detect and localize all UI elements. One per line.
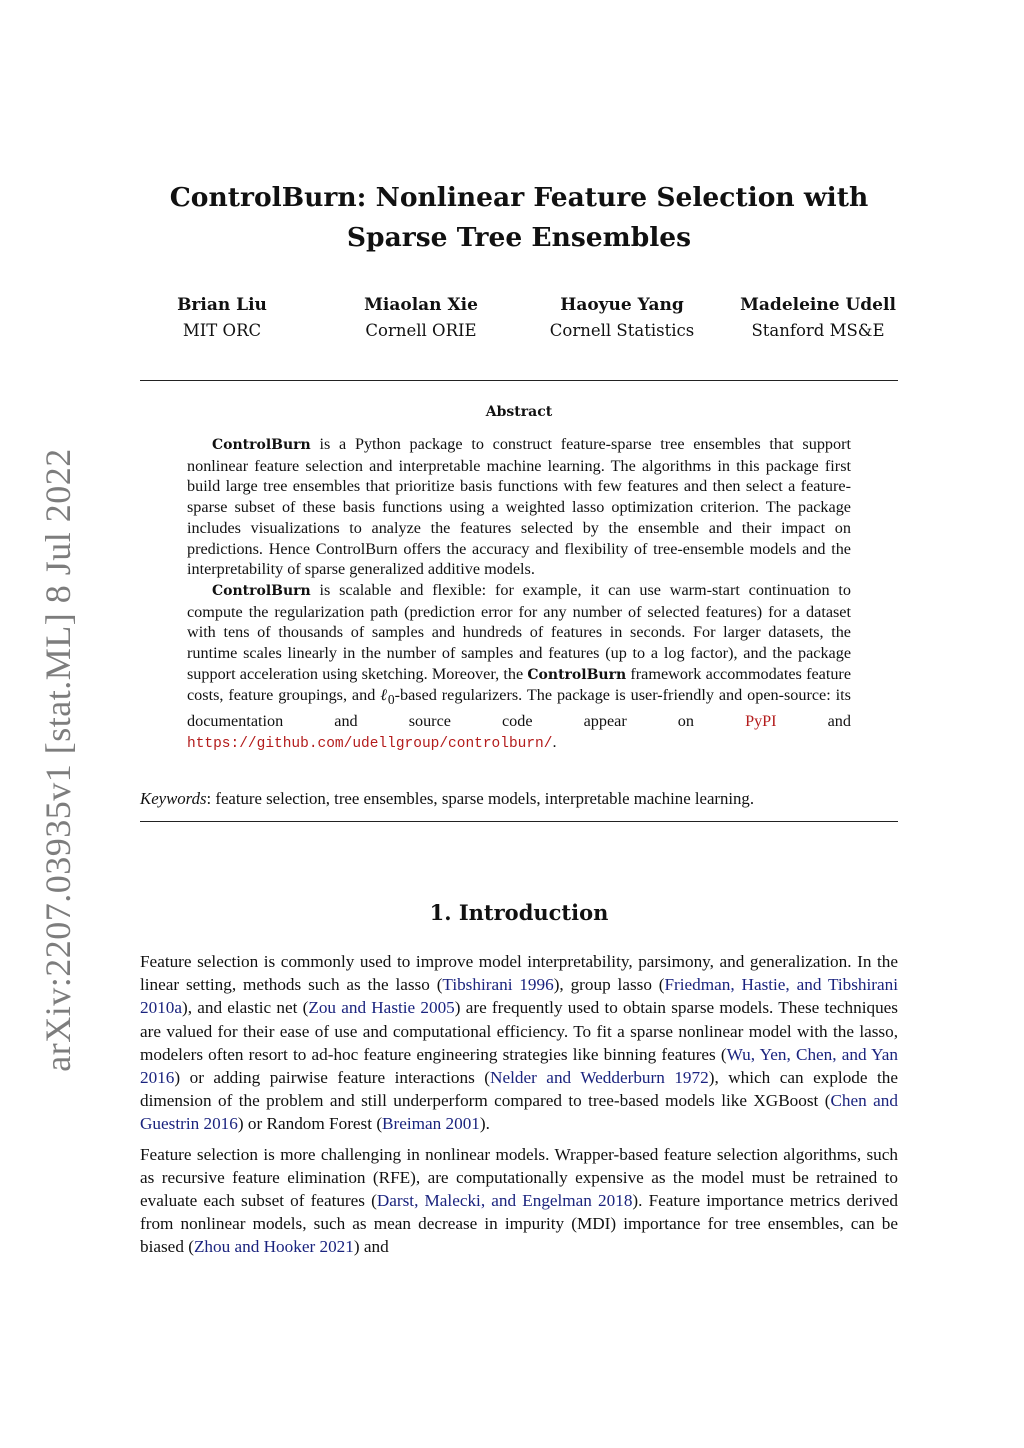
arxiv-identifier: arXiv:2207.03935v1 [stat.ML] 8 Jul 2022 bbox=[38, 448, 78, 1072]
keywords-label: Keywords bbox=[140, 789, 207, 808]
bottom-divider bbox=[140, 821, 898, 822]
citation-link[interactable]: Tibshirani 1996 bbox=[442, 975, 554, 995]
author-block bbox=[142, 293, 302, 343]
author-block bbox=[532, 293, 712, 343]
citation-link[interactable]: Chen and Guestrin 2016 bbox=[140, 1091, 898, 1134]
abstract-heading: Abstract bbox=[485, 404, 553, 420]
keywords-text: : feature selection, tree ensembles, sparse models, interpretable machine learning. bbox=[206, 789, 755, 808]
package-name: ControlBurn bbox=[527, 666, 627, 683]
citation-link[interactable]: Zhou and Hooker 2021 bbox=[193, 1237, 354, 1257]
author-affiliation: Stanford MS&E bbox=[751, 321, 885, 340]
author-name: Madeleine Udell bbox=[740, 295, 896, 315]
package-name: ControlBurn bbox=[212, 437, 311, 453]
abstract-paragraph: ControlBurn is scalable and flexible: for example, it can use warm-start continuation to compute the regularization path (prediction error for any number of selected features) for a dataset with tens of thousands of samples and hundreds of features in seconds. For larger datasets, the runtime scales linearly in the number of samples and features (up to a log factor), and the package support acceleration using sketching. Moreover, the ControlBurn framework accommodates feature costs, feature groupings, and ℓ$_0$-based regularizers. The package is user-friendly and open-source: its documentation and source code appear on PyPI and https://github.com/udellgroup/controlburn/. bbox=[187, 580, 852, 753]
author-list bbox=[140, 293, 898, 349]
citation-link[interactable]: Friedman, Hastie, and Tibshirani 2010a bbox=[140, 975, 898, 1018]
github-link[interactable]: https://github.com/udellgroup/controlburn/ bbox=[187, 736, 553, 753]
author-block bbox=[341, 293, 501, 343]
author-name: Miaolan Xie bbox=[364, 295, 478, 315]
ell-zero-symbol: ℓ bbox=[380, 686, 388, 705]
pypi-link[interactable]: PyPI bbox=[745, 712, 777, 731]
citation-link[interactable]: Wu, Yen, Chen, and Yan 2016 bbox=[140, 1044, 898, 1088]
citation-link[interactable]: Zou and Hastie 2005 bbox=[308, 998, 455, 1018]
citation-link[interactable]: Breiman 2001 bbox=[382, 1114, 480, 1134]
paper-title: ControlBurn: Nonlinear Feature Selection with Sparse Tree Ensembles bbox=[169, 182, 869, 253]
abstract-body bbox=[187, 434, 851, 755]
section-heading: 1. Introduction bbox=[429, 900, 609, 925]
body-paragraph: Feature selection is commonly used to improve model interpretability, parsimony, and generalization. In the linear setting, methods such as the lasso (Tibshirani 1996), group lasso (Friedman, Hastie, and Tibshirani 2010a), and elastic net (Zou and Hastie 2005) are frequently used to obtain sparse models. These techniques are valued for their ease of use and computational efficiency. To fit a sparse nonlinear model with the lasso, modelers often resort to ad-hoc feature engineering strategies like binning features (Wu, Yen, Chen, and Yan 2016) or adding pairwise feature interactions (Nelder and Wedderburn 1972), which can explode the dimension of the problem and still underperform compared to tree-based models like XGBoost (Chen and Guestrin 2016) or Random Forest (Breiman 2001). bbox=[140, 952, 899, 1134]
citation-link[interactable]: Darst, Malecki, and Engelman 2018 bbox=[376, 1191, 633, 1211]
author-name: Brian Liu bbox=[177, 295, 267, 315]
author-affiliation: Cornell Statistics bbox=[549, 321, 695, 340]
package-name: ControlBurn bbox=[212, 582, 311, 599]
abstract-paragraph: ControlBurn is a Python package to construct feature-sparse tree ensembles that support nonlinear feature selection and interpretable machine learning. The algorithms in this package first build large tree ensembles that prioritize basis functions with few features and then select a feature-sparse subset of these basis functions using a weighted lasso optimization criterion. The package includes visualizations to analyze the features selected by the ensemble and their impact on predictions. Hence ControlBurn offers the accuracy and flexibility of tree-ensemble models and the interpretability of sparse generalized additive models. bbox=[187, 435, 851, 579]
author-name: Haoyue Yang bbox=[560, 295, 684, 315]
author-block bbox=[738, 293, 898, 343]
section-body bbox=[140, 950, 898, 1266]
body-paragraph: Feature selection is more challenging in nonlinear models. Wrapper-based feature selection algorithms, such as recursive feature elimination (RFE), are computationally expensive as the model must be retrained to evaluate each subset of features (Darst, Malecki, and Engelman 2018). Feature importance metrics derived from nonlinear models, such as mean decrease in impurity (MDI) importance for tree ensembles, can be biased (Zhou and Hooker 2021) and bbox=[140, 1144, 898, 1257]
keywords-line bbox=[140, 788, 898, 810]
citation-link[interactable]: Nelder and Wedderburn 1972 bbox=[490, 1068, 709, 1088]
top-divider bbox=[140, 380, 898, 381]
author-affiliation: MIT ORC bbox=[182, 321, 262, 340]
author-affiliation: Cornell ORIE bbox=[365, 321, 477, 340]
